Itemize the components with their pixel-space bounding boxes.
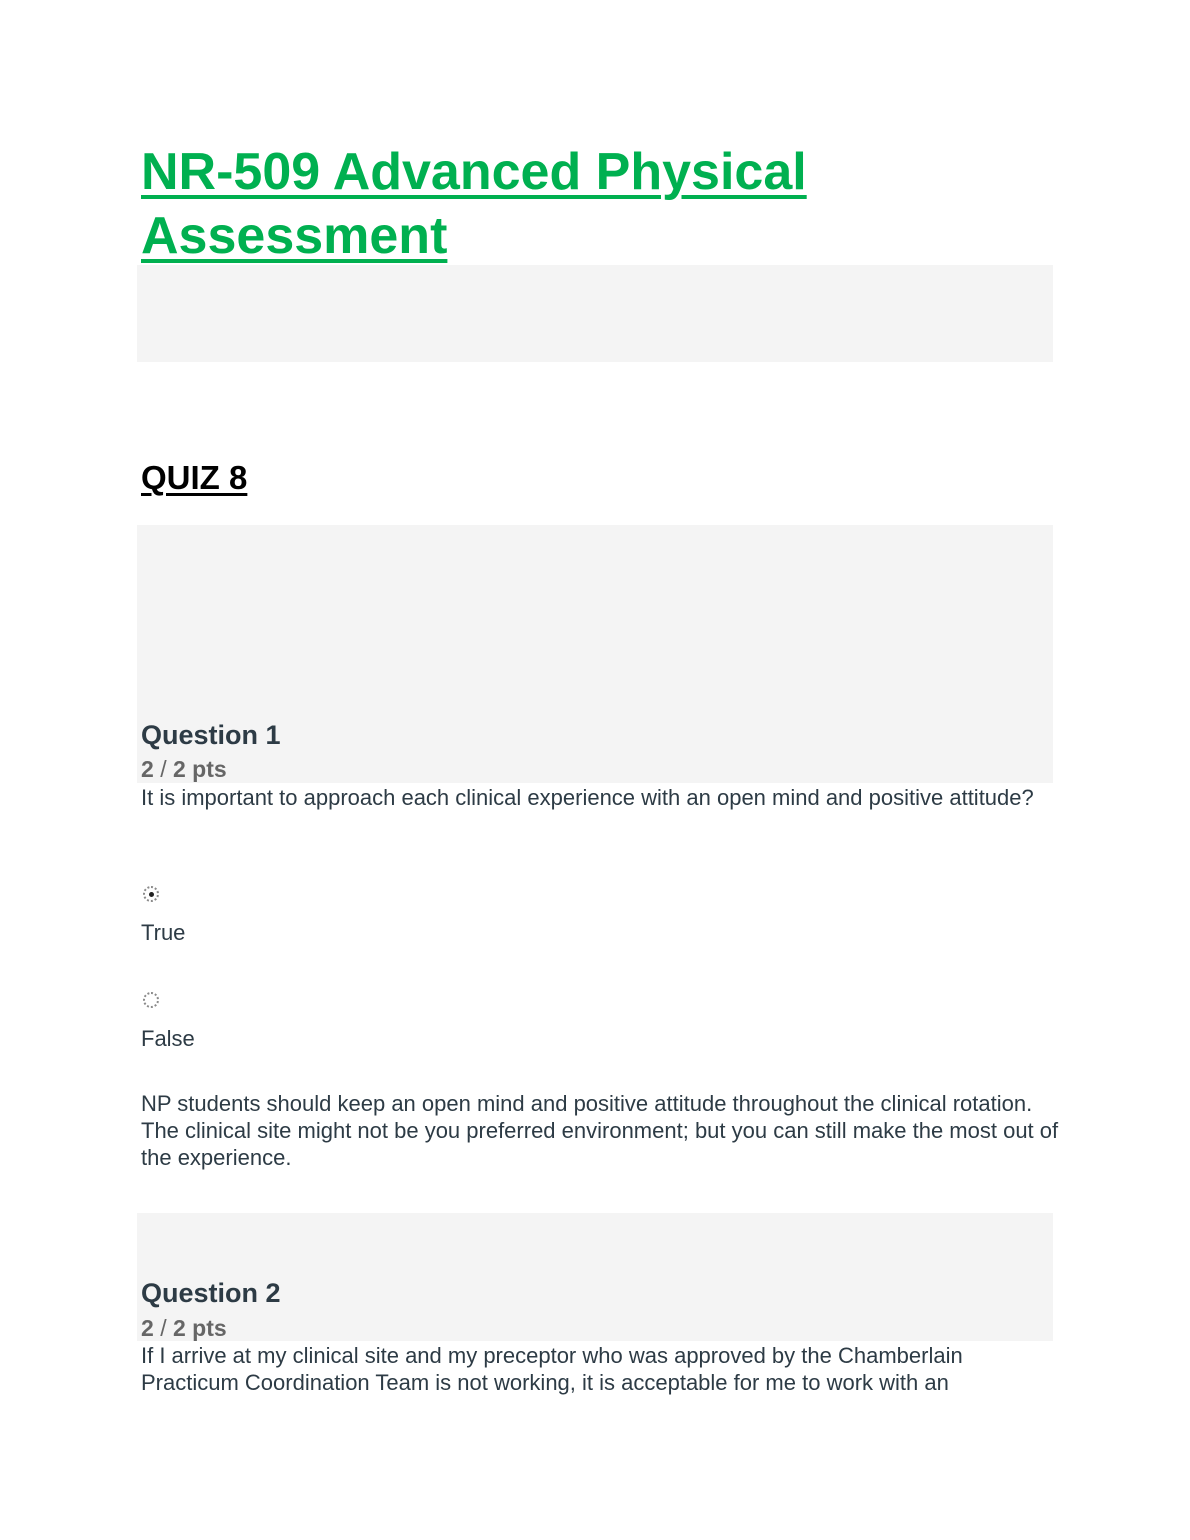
- question-1-score: 2: [141, 756, 154, 782]
- question-1-heading: Question 1: [141, 720, 281, 750]
- question-1-prompt: It is important to approach each clinical experience with an open mind and positive attitude?: [141, 785, 1034, 810]
- question-2-points-separator: /: [160, 1315, 167, 1341]
- question-2-prompt: If I arrive at my clinical site and my preceptor who was approved by the Chamberlain Practicum Coordination Team is not working, it is acceptable for me to work with an: [141, 1343, 963, 1395]
- answer-false-radio[interactable]: [143, 992, 159, 1008]
- question-1-points: [141, 755, 227, 783]
- header-shaded-block: [137, 265, 1053, 362]
- question-1-possible-points: 2 pts: [172, 756, 227, 782]
- question-1-points-separator: /: [160, 756, 167, 782]
- question-2-possible-points: 2 pts: [172, 1315, 227, 1341]
- answer-true-label[interactable]: True: [141, 920, 186, 945]
- question-1-explanation: NP students should keep an open mind and positive attitude throughout the clinical rotation. The clinical site might not be you preferred environment; but you can still make the most out of the experience.: [141, 1091, 1059, 1170]
- question-2-score: 2: [141, 1315, 154, 1341]
- question-2-heading: Question 2: [141, 1278, 281, 1308]
- answer-false-label[interactable]: False: [141, 1026, 195, 1051]
- answer-true-radio[interactable]: [143, 886, 159, 902]
- course-title: NR-509 Advanced Physical Assessment: [141, 143, 807, 265]
- quiz-title: QUIZ 8: [141, 459, 248, 496]
- question-2-points: [141, 1314, 227, 1342]
